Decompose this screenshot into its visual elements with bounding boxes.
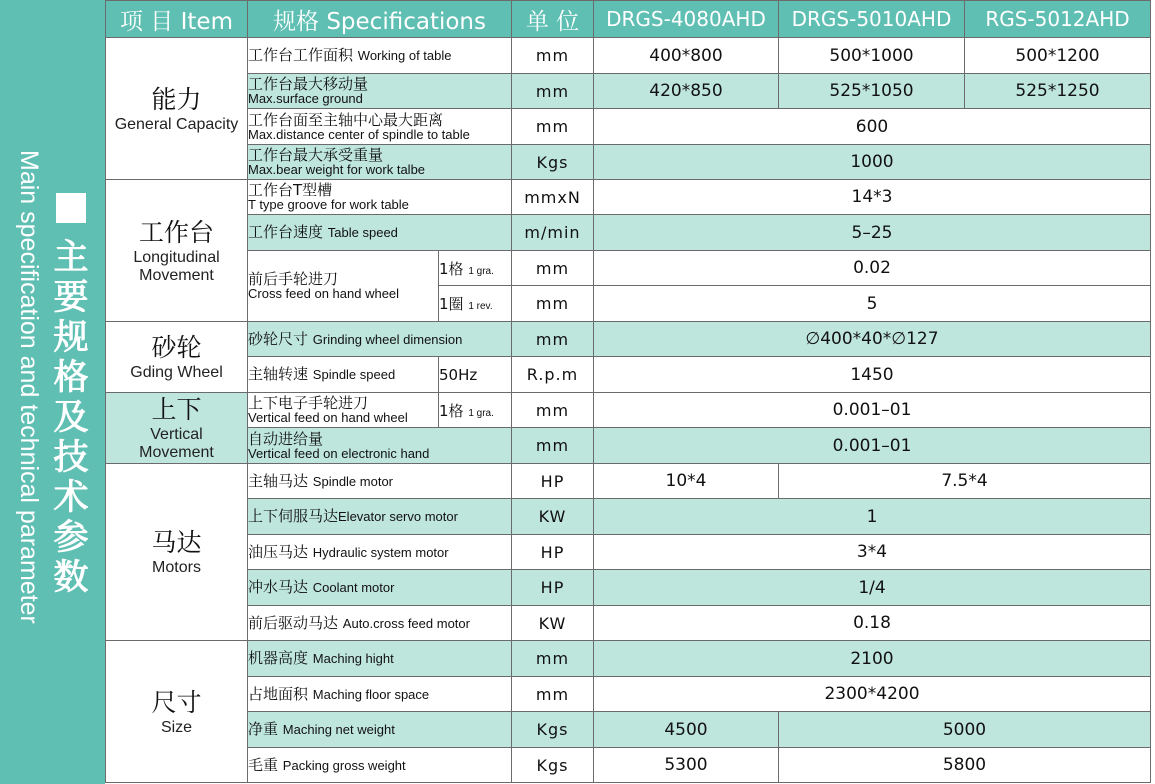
value-cell: 0.001–01 (594, 428, 1151, 464)
unit-cell: Kgs (512, 145, 594, 180)
spec-label (248, 109, 512, 145)
sub-label: 50Hz (439, 357, 512, 393)
value-cell: 500*1000 (779, 38, 965, 74)
unit-cell: HP (512, 464, 594, 499)
value-cell: 525*1050 (779, 74, 965, 109)
spec-en: Vertical feed on hand wheel (248, 410, 408, 425)
value-cell: 10*4 (594, 464, 779, 499)
spec-label (248, 251, 439, 322)
header-row (106, 1, 1151, 38)
header-model-1: DRGS-4080AHD (594, 1, 779, 38)
spec-en: Spindle motor (312, 473, 394, 489)
spec-zh: 工作台最大承受重量 (248, 146, 384, 164)
spec-zh: 主轴马达 (248, 471, 309, 490)
spec-en: Table speed (327, 225, 398, 240)
value-cell: 5–25 (594, 215, 1151, 251)
spec-en: Maching floor space (312, 686, 430, 702)
spec-en: Max.surface ground (248, 91, 363, 106)
category-size (106, 641, 248, 783)
unit-cell: mm (512, 109, 594, 145)
spec-zh: 净重 (248, 720, 279, 738)
spec-en: Working of table (357, 48, 452, 63)
spec-label (248, 180, 512, 215)
spec-label (248, 464, 512, 499)
value-cell: 0.18 (594, 606, 1151, 641)
spec-en: Grinding wheel dimension (312, 331, 463, 347)
spec-label (248, 357, 439, 393)
sidebar-title-zh: 主要规格及技术参数 (53, 238, 89, 598)
spec-en: Max.distance center of spindle to table (248, 126, 470, 142)
value-cell: 3*4 (594, 535, 1151, 570)
spec-zh: 工作台速度 (248, 223, 324, 241)
spec-en: Coolant motor (312, 580, 395, 595)
spec-zh: 自动进给量 (248, 429, 324, 448)
spec-en: Spindle speed (312, 367, 396, 382)
sidebar (0, 0, 105, 784)
spec-zh: 前后驱动马达 (248, 613, 339, 632)
category-en: Longitudinal (133, 248, 220, 266)
sub-zh: 1圈 (439, 295, 464, 313)
spec-zh: 工作台T型槽 (248, 181, 333, 199)
unit-cell: KW (512, 606, 594, 641)
category-zh: 工作台 (138, 217, 214, 247)
sub-label (439, 393, 512, 428)
category-longitudinal (106, 180, 248, 322)
sidebar-title-en-wrap (3, 150, 55, 640)
spec-zh: 毛重 (248, 755, 279, 774)
spec-label (248, 535, 512, 570)
spec-zh: 上下电子手轮进刀 (248, 394, 369, 412)
spec-label (248, 74, 512, 109)
table-row (106, 251, 1151, 286)
header-unit: 单 位 (512, 1, 594, 38)
sidebar-title-en: Main specification and technical parameter (15, 150, 43, 624)
table-row (106, 570, 1151, 606)
spec-zh: 机器高度 (248, 649, 309, 667)
table-row (106, 499, 1151, 535)
value-cell: 400*800 (594, 38, 779, 74)
value-cell: 1/4 (594, 570, 1151, 606)
spec-zh: 上下伺服马达 (248, 507, 339, 525)
value-cell: 1 (594, 499, 1151, 535)
value-cell: 1000 (594, 145, 1151, 180)
value-cell: 5300 (594, 748, 779, 783)
spec-zh: 工作台最大移动量 (248, 75, 369, 93)
header-item: 项 目 Item (106, 1, 248, 38)
spec-en: Max.bear weight for work talbe (248, 162, 426, 177)
unit-cell: mm (512, 74, 594, 109)
value-cell: 500*1200 (965, 38, 1151, 74)
value-cell: 600 (594, 109, 1151, 145)
table-row (106, 145, 1151, 180)
spec-label (248, 677, 512, 712)
header-model-2: DRGS-5010AHD (779, 1, 965, 38)
category-en: Movement (139, 266, 214, 284)
unit-cell: R.p.m (512, 357, 594, 393)
header-model-3: RGS-5012AHD (965, 1, 1151, 38)
header-spec: 规格 Specifications (248, 1, 512, 38)
spec-label (248, 499, 512, 535)
table-row (106, 535, 1151, 570)
category-en: Movement (139, 444, 214, 461)
spec-zh: 主轴转速 (248, 365, 309, 383)
unit-cell: mm (512, 428, 594, 464)
category-motors (106, 464, 248, 641)
table-row (106, 322, 1151, 357)
unit-cell: mm (512, 38, 594, 74)
spec-zh: 冲水马达 (248, 578, 309, 596)
category-general (106, 38, 248, 180)
value-cell: 2300*4200 (594, 677, 1151, 712)
table-row (106, 393, 1151, 428)
table-row (106, 215, 1151, 251)
table-row (106, 464, 1151, 499)
value-cell: 5800 (779, 748, 1151, 783)
spec-en: Packing gross weight (282, 757, 406, 773)
unit-cell: mm (512, 677, 594, 712)
sub-zh: 1格 (439, 401, 464, 420)
unit-cell: mmxN (512, 180, 594, 215)
unit-cell: HP (512, 570, 594, 606)
unit-cell: mm (512, 393, 594, 428)
spec-label (248, 393, 439, 428)
spec-zh: 前后手轮进刀 (248, 270, 339, 288)
category-en: General Capacity (114, 115, 239, 133)
category-zh: 尺寸 (151, 687, 202, 717)
spec-zh: 砂轮尺寸 (248, 329, 309, 348)
spec-zh: 工作台工作面积 (248, 46, 354, 64)
table-row (106, 712, 1151, 748)
sub-label (439, 251, 512, 286)
spec-en: Elevator servo motor (338, 509, 458, 524)
square-icon (56, 193, 86, 223)
spec-en: T type groove for work table (248, 197, 409, 212)
unit-cell: mm (512, 322, 594, 357)
value-cell: 4500 (594, 712, 779, 748)
spec-en: Hydraulic system motor (312, 544, 449, 560)
unit-cell: mm (512, 286, 594, 322)
category-en: Vertical (150, 426, 203, 443)
spec-label (248, 570, 512, 606)
value-cell: 14*3 (594, 180, 1151, 215)
sub-label (439, 286, 512, 322)
table-row (106, 428, 1151, 464)
table-row (106, 180, 1151, 215)
spec-table (105, 0, 1151, 783)
spec-label (248, 38, 512, 74)
spec-zh: 油压马达 (248, 542, 309, 561)
spec-label (248, 606, 512, 641)
spec-label (248, 322, 512, 357)
value-cell: 0.02 (594, 251, 1151, 286)
category-en: Size (160, 718, 193, 736)
spec-en: Vertical feed on electronic hand (248, 445, 430, 461)
table-row (106, 38, 1151, 74)
spec-label (248, 215, 512, 251)
table-row (106, 109, 1151, 145)
category-wheel (106, 322, 248, 393)
table-row (106, 606, 1151, 641)
spec-zh: 占地面积 (248, 684, 309, 703)
table-row (106, 74, 1151, 109)
value-cell: 7.5*4 (779, 464, 1151, 499)
category-vertical (106, 393, 248, 464)
category-zh: 马达 (151, 528, 202, 557)
value-cell: 5 (594, 286, 1151, 322)
spec-en: Maching net weight (282, 722, 395, 737)
value-cell: ∅400*40*∅127 (594, 322, 1151, 357)
table-row (106, 641, 1151, 677)
spec-label (248, 712, 512, 748)
category-zh: 上下 (151, 395, 202, 424)
unit-cell: KW (512, 499, 594, 535)
category-en: Gding Wheel (130, 364, 223, 381)
unit-cell: mm (512, 641, 594, 677)
table-row (106, 357, 1151, 393)
category-zh: 能力 (151, 84, 202, 114)
value-cell: 420*850 (594, 74, 779, 109)
value-cell: 0.001–01 (594, 393, 1151, 428)
unit-cell: Kgs (512, 712, 594, 748)
value-cell: 1450 (594, 357, 1151, 393)
unit-cell: Kgs (512, 748, 594, 783)
value-cell: 2100 (594, 641, 1151, 677)
sub-en: 1 gra. (468, 265, 494, 277)
table-row (106, 677, 1151, 712)
sub-zh: 1格 (439, 259, 464, 278)
spec-en: Maching hight (312, 651, 394, 666)
spec-en: Cross feed on hand wheel (248, 286, 400, 301)
category-zh: 砂轮 (151, 333, 202, 362)
spec-label (248, 145, 512, 180)
spec-label (248, 428, 512, 464)
spec-label (248, 641, 512, 677)
value-cell: 525*1250 (965, 74, 1151, 109)
unit-cell: mm (512, 251, 594, 286)
sub-en: 1 rev. (468, 301, 493, 312)
category-en: Motors (152, 559, 201, 576)
table-row (106, 748, 1151, 783)
spec-en: Auto.cross feed motor (342, 615, 470, 631)
spec-zh: 工作台面至主轴中心最大距离 (248, 110, 444, 129)
unit-cell: m/min (512, 215, 594, 251)
unit-cell: HP (512, 535, 594, 570)
value-cell: 5000 (779, 712, 1151, 748)
sub-en: 1 gra. (468, 407, 494, 419)
spec-label (248, 748, 512, 783)
